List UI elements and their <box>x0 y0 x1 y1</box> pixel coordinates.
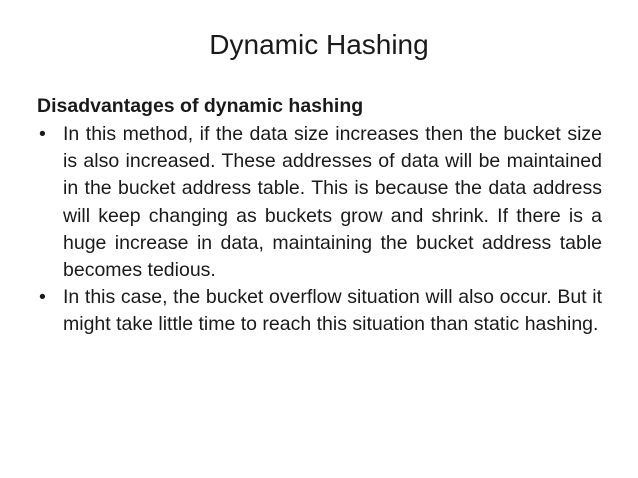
subheading: Disadvantages of dynamic hashing <box>37 95 364 117</box>
bullet-item <box>37 121 602 284</box>
bullet-icon: • <box>39 286 46 309</box>
slide-body <box>37 93 602 339</box>
bullet-text: In this case, the bucket overflow situation will also occur. But it might take little time to reach this situation than static hashing. <box>63 286 602 336</box>
bullet-item <box>37 284 602 338</box>
slide-title: Dynamic Hashing <box>209 29 429 60</box>
bullet-icon: • <box>39 123 46 145</box>
bullet-list <box>37 121 602 339</box>
bullet-text: In this method, if the data size increases then the bucket size is also increased. These addresses of data will be maintained in the bucket address table. This is because the data address will keep changing as buckets grow and shrink. If there is a huge increase in data, maintaining the bucket address table becomes tedious. <box>63 123 602 282</box>
